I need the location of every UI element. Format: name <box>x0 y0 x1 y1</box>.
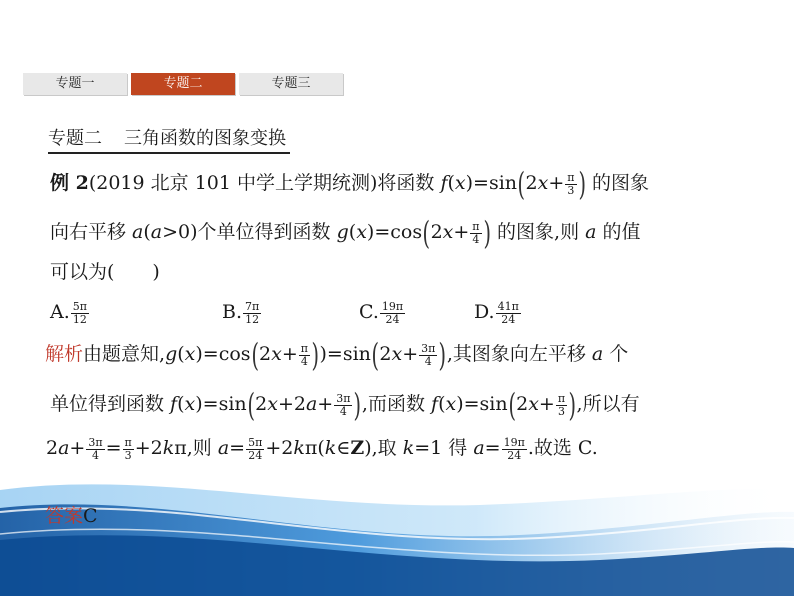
var-x: x <box>184 343 196 365</box>
choice-label: B. <box>222 301 243 323</box>
frac-den: 4 <box>424 354 432 368</box>
plus: +2 <box>134 437 163 459</box>
var-f: f <box>440 172 448 194</box>
topic-number: 专题二 <box>48 128 102 149</box>
right-paren: ) <box>438 336 447 374</box>
var-k: k <box>293 437 305 459</box>
frac-num: 5π <box>248 435 263 449</box>
plus: + <box>402 343 419 365</box>
frac-den: 4 <box>339 404 347 418</box>
right-paren: ) <box>577 165 586 203</box>
choice-fraction <box>243 301 261 326</box>
left-paren: ( <box>247 386 255 424</box>
paren: ( <box>177 393 185 415</box>
fraction-pi-4 <box>299 343 310 368</box>
paren: ( <box>177 343 185 365</box>
example-line-3 <box>50 252 160 292</box>
choice-fraction <box>380 301 405 326</box>
example-text: 的值 <box>596 221 641 243</box>
solution-text: ,而函数 <box>361 393 432 415</box>
coef: 2 <box>516 393 529 415</box>
var-f: f <box>170 393 178 415</box>
example-text: 的图象,则 <box>491 221 586 243</box>
var-a: a <box>591 343 604 365</box>
frac-den: 12 <box>245 312 260 326</box>
sin-text: )=sin <box>195 393 247 415</box>
choice-label: D. <box>474 301 495 323</box>
right-paren: ) <box>311 336 319 374</box>
frac-num: 3π <box>88 435 103 449</box>
solution-text: ,其图象向左平移 <box>446 343 592 365</box>
decorative-banner <box>0 450 794 596</box>
frac-num: 3π <box>421 341 436 355</box>
frac-den: 4 <box>472 232 480 246</box>
sin-text: )=sin <box>465 172 518 194</box>
solution-text: =1 得 <box>414 437 474 459</box>
var-a: a <box>58 437 70 459</box>
frac-den: 24 <box>507 448 522 462</box>
solution-line-1 <box>45 334 628 374</box>
frac-num: π <box>124 435 132 449</box>
sin-text: )=sin <box>319 343 371 365</box>
left-paren: ( <box>517 165 526 203</box>
frac-num: 7π <box>245 299 260 313</box>
paren: ( <box>348 221 357 243</box>
cos-text: )=cos <box>366 221 423 243</box>
left-paren: ( <box>251 336 259 374</box>
example-text: (2019 北京 101 中学上学期统测)将函数 <box>88 172 441 194</box>
solution-text: π,则 <box>174 437 218 459</box>
frac-den: 24 <box>385 312 400 326</box>
frac-num: π <box>300 341 308 355</box>
plus: + <box>69 437 86 459</box>
var-a: a <box>150 221 163 243</box>
answer-label: 答案 <box>45 505 84 527</box>
var-x: x <box>391 343 403 365</box>
choice-fraction <box>71 301 89 326</box>
plus: +2 <box>277 393 306 415</box>
fraction-3pi-4 <box>419 343 437 368</box>
right-paren: ) <box>483 214 491 252</box>
example-text: 向右平移 <box>50 221 133 243</box>
coef: 2 <box>46 437 59 459</box>
var-x: x <box>528 393 539 415</box>
frac-num: π <box>472 219 480 233</box>
topic-heading <box>48 126 290 154</box>
choice-label: C. <box>359 301 379 323</box>
equals: = <box>484 437 501 459</box>
var-x: x <box>267 393 278 415</box>
var-a: a <box>217 437 230 459</box>
example-label: 例 2 <box>50 172 89 194</box>
example-line-1 <box>50 163 649 203</box>
coef: 2 <box>259 343 272 365</box>
solution-text: ),取 <box>364 437 403 459</box>
frac-den: 24 <box>501 312 516 326</box>
equals: = <box>229 437 246 459</box>
left-paren: ( <box>422 214 431 252</box>
var-a: a <box>473 437 485 459</box>
element-of: ∈ <box>336 437 351 459</box>
var-x: x <box>356 221 367 243</box>
var-a: a <box>585 221 597 243</box>
solution-text: 由题意知, <box>83 343 166 365</box>
fraction-pi-3 <box>556 393 567 418</box>
frac-num: π <box>567 170 575 184</box>
example-line-2 <box>50 212 641 252</box>
solution-text: 个 <box>603 343 629 365</box>
var-x: x <box>271 343 282 365</box>
choice-fraction <box>496 301 521 326</box>
tab-topic-1[interactable]: 专题一 <box>23 73 127 95</box>
frac-den: 3 <box>124 448 132 462</box>
right-paren: ) <box>568 386 577 424</box>
frac-den: 4 <box>300 354 308 368</box>
frac-den: 24 <box>248 448 263 462</box>
solution-text: 单位得到函数 <box>50 393 171 415</box>
tab-topic-2[interactable]: 专题二 <box>131 73 235 95</box>
var-x: x <box>454 172 466 194</box>
var-g: g <box>336 221 349 243</box>
solution-text: π( <box>304 437 325 459</box>
frac-num: π <box>557 391 566 405</box>
var-k: k <box>402 437 415 459</box>
solution-text: ,所以有 <box>576 393 640 415</box>
paren: ( <box>143 221 151 243</box>
frac-num: 41π <box>497 299 519 313</box>
solution-line-2 <box>50 384 640 424</box>
left-paren: ( <box>371 336 379 374</box>
frac-num: 3π <box>336 391 351 405</box>
var-x: x <box>184 393 196 415</box>
var-f: f <box>431 393 439 415</box>
topic-tabs <box>23 73 343 95</box>
choice-d[interactable] <box>474 292 522 332</box>
choice-a[interactable] <box>50 292 90 332</box>
tab-topic-3[interactable]: 专题三 <box>239 73 343 95</box>
var-x: x <box>445 393 457 415</box>
plus: + <box>281 343 298 365</box>
coef: 2 <box>430 221 443 243</box>
choice-b[interactable] <box>222 292 262 332</box>
plus: + <box>453 221 470 243</box>
left-paren: ( <box>508 386 516 424</box>
integers-symbol: Z <box>350 437 365 459</box>
right-paren: ) <box>353 386 362 424</box>
frac-den: 3 <box>567 183 575 197</box>
example-text: 可以为( ) <box>50 261 160 283</box>
frac-num: 19π <box>381 299 404 313</box>
fraction-pi-4 <box>470 221 481 246</box>
var-g: g <box>165 343 178 365</box>
answer-line <box>45 496 98 536</box>
frac-num: 19π <box>503 435 525 449</box>
var-k: k <box>162 437 175 459</box>
choice-c[interactable] <box>359 292 406 332</box>
fraction-pi-3 <box>565 172 576 197</box>
answer-value: C <box>83 505 98 527</box>
plus: + <box>538 393 555 415</box>
var-x: x <box>442 221 454 243</box>
fraction-3pi-4 <box>334 393 352 418</box>
topic-title: 三角函数的图象变换 <box>124 128 286 149</box>
paren: ( <box>447 172 455 194</box>
frac-den: 3 <box>557 404 565 418</box>
frac-den: 4 <box>91 448 99 462</box>
coef: 2 <box>525 172 538 194</box>
choice-label: A. <box>50 301 70 323</box>
plus: + <box>317 393 334 415</box>
var-k: k <box>324 437 337 459</box>
solution-text: .故选 C. <box>527 437 598 459</box>
example-text: >0)个单位得到函数 <box>162 221 337 243</box>
frac-num: 5π <box>72 299 87 313</box>
sin-text: )=sin <box>456 393 508 415</box>
coef: 2 <box>379 343 392 365</box>
plus: + <box>548 172 565 194</box>
frac-den: 12 <box>72 312 87 326</box>
var-a: a <box>132 221 144 243</box>
paren: ( <box>438 393 446 415</box>
var-x: x <box>537 172 549 194</box>
plus: +2 <box>265 437 294 459</box>
coef: 2 <box>255 393 268 415</box>
solution-label: 解析 <box>45 343 84 365</box>
example-text: 的图象 <box>585 172 650 194</box>
var-a: a <box>305 393 318 415</box>
cos-text: )=cos <box>195 343 251 365</box>
equals: = <box>105 437 122 459</box>
